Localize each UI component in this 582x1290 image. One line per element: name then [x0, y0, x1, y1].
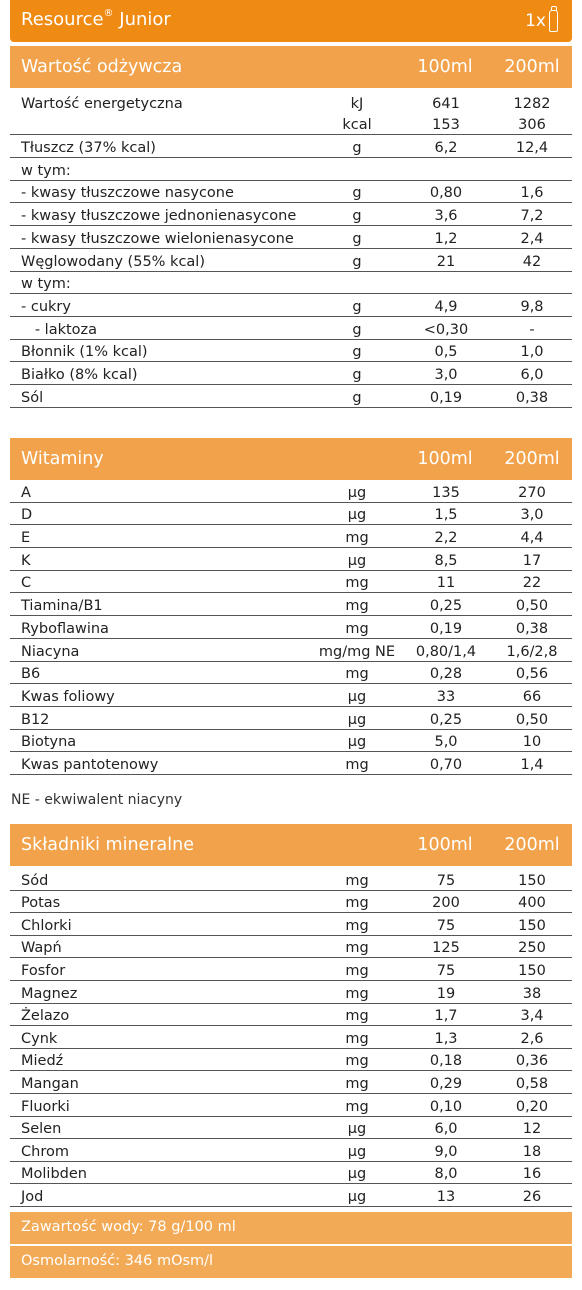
row-label: - kwasy tłuszczowe wielonienasycone: [21, 230, 294, 247]
value-200ml: 7,2: [520, 208, 544, 225]
value-100ml: 153: [432, 117, 460, 134]
table-row: [10, 639, 572, 662]
row-label: Białko (8% kcal): [21, 366, 138, 383]
table-row: [10, 1049, 572, 1072]
value-200ml: 66: [522, 688, 542, 705]
table-row: [10, 113, 572, 136]
row-unit: µg: [347, 734, 367, 751]
row-label: Potas: [21, 895, 61, 912]
value-100ml: 0,28: [429, 666, 463, 683]
nutrition-facts-sheet: [10, 0, 572, 1290]
table-row: [10, 593, 572, 616]
row-label: Cynk: [21, 1030, 58, 1047]
row-label: w tym:: [21, 276, 71, 293]
row-label: B6: [21, 666, 41, 683]
value-100ml: 3,0: [434, 366, 458, 383]
value-100ml: 11: [436, 575, 456, 592]
table-row: [10, 158, 572, 181]
table-row: [10, 752, 572, 775]
value-200ml: 400: [518, 895, 546, 912]
table-row: [10, 480, 572, 503]
value-100ml: 1,2: [434, 230, 458, 247]
table-row: [10, 317, 572, 340]
row-label: B12: [21, 711, 50, 728]
value-100ml: 1,7: [434, 1008, 458, 1025]
row-label: K: [21, 552, 31, 569]
table-row: [10, 730, 572, 753]
value-200ml: 1,0: [520, 344, 544, 361]
value-100ml: 4,9: [434, 298, 458, 315]
value-200ml: 150: [518, 872, 546, 889]
row-unit: µg: [347, 1121, 367, 1138]
row-label: - kwasy tłuszczowe nasycone: [21, 185, 234, 202]
row-unit: g: [352, 253, 362, 270]
value-100ml: 75: [436, 962, 456, 979]
column-header-200ml: 200ml: [504, 449, 560, 469]
table-row: [10, 662, 572, 685]
minerals-table: [10, 868, 572, 1207]
table-row: [10, 90, 572, 113]
table-row: [10, 1026, 572, 1049]
table-row: [10, 616, 572, 639]
value-200ml: 3,4: [520, 1008, 544, 1025]
product-subname: Junior: [119, 9, 171, 30]
row-unit: g: [352, 140, 362, 157]
column-header-100ml: 100ml: [417, 449, 473, 469]
value-200ml: 42: [522, 253, 542, 270]
value-200ml: 250: [518, 940, 546, 957]
column-header-200ml: 200ml: [504, 57, 560, 77]
row-unit: µg: [347, 1188, 367, 1205]
value-200ml: 0,50: [515, 711, 549, 728]
vitamins-section-header: [10, 438, 572, 480]
value-200ml: 0,56: [515, 666, 549, 683]
row-label: Magnez: [21, 985, 78, 1002]
value-200ml: 12,4: [515, 140, 549, 157]
nutrition-table: [10, 90, 572, 408]
value-200ml: 270: [518, 484, 546, 501]
value-200ml: 9,8: [520, 298, 544, 315]
value-100ml: 0,80: [429, 185, 463, 202]
value-200ml: -: [529, 321, 535, 338]
value-100ml: 135: [432, 484, 460, 501]
table-row: [10, 571, 572, 594]
value-100ml: 0,19: [429, 620, 463, 637]
row-unit: mg: [345, 895, 369, 912]
value-200ml: 1,6: [520, 185, 544, 202]
water-content: Zawartość wody: 78 g/100 ml: [21, 1219, 236, 1235]
row-unit: mg: [345, 1098, 369, 1115]
row-unit: g: [352, 321, 362, 338]
value-200ml: 2,6: [520, 1030, 544, 1047]
bottle-icon: [549, 10, 558, 32]
section-title: Witaminy: [21, 449, 104, 469]
table-row: [10, 1071, 572, 1094]
row-label: Wartość energetyczna: [21, 95, 183, 112]
osmolarity: Osmolarność: 346 mOsm/l: [21, 1253, 214, 1269]
value-100ml: 13: [436, 1188, 456, 1205]
table-row: [10, 294, 572, 317]
row-label: D: [21, 507, 33, 524]
value-100ml: 5,0: [434, 734, 458, 751]
value-100ml: 0,18: [429, 1053, 463, 1070]
table-row: [10, 913, 572, 936]
product-name: Resource: [21, 9, 104, 30]
table-row: [10, 385, 572, 408]
value-200ml: 0,20: [515, 1098, 549, 1115]
value-200ml: 306: [518, 117, 546, 134]
quantity-label: 1x: [525, 11, 546, 31]
row-label: Chlorki: [21, 917, 72, 934]
row-label: Węglowodany (55% kcal): [21, 253, 205, 270]
value-100ml: 6,0: [434, 1121, 458, 1138]
value-100ml: 75: [436, 917, 456, 934]
row-unit: kcal: [342, 117, 372, 134]
value-100ml: 1,3: [434, 1030, 458, 1047]
row-label: - cukry: [21, 298, 71, 315]
table-row: [10, 1094, 572, 1117]
table-row: [10, 707, 572, 730]
value-100ml: 0,70: [429, 756, 463, 773]
product-header: [10, 0, 572, 42]
row-unit: µg: [347, 688, 367, 705]
value-100ml: 0,80/1,4: [415, 643, 477, 660]
value-200ml: 6,0: [520, 366, 544, 383]
row-unit: kJ: [350, 95, 364, 112]
row-label: - laktoza: [21, 321, 98, 338]
table-row: [10, 868, 572, 891]
section-title: Wartość odżywcza: [21, 57, 183, 77]
row-label: Niacyna: [21, 643, 80, 660]
table-row: [10, 1162, 572, 1185]
value-100ml: 2,2: [434, 530, 458, 547]
water-content-bar: [10, 1212, 572, 1244]
row-unit: mg: [345, 756, 369, 773]
row-unit: mg: [345, 575, 369, 592]
table-row: [10, 548, 572, 571]
row-label: Jod: [21, 1188, 44, 1205]
value-200ml: 18: [522, 1143, 542, 1160]
row-label: w tym:: [21, 162, 71, 179]
row-unit: mg: [345, 1030, 369, 1047]
value-200ml: 0,38: [515, 620, 549, 637]
registered-mark: ®: [103, 8, 114, 19]
row-unit: mg: [345, 940, 369, 957]
row-unit: g: [352, 185, 362, 202]
row-unit: mg: [345, 620, 369, 637]
value-100ml: 0,25: [429, 598, 463, 615]
value-200ml: 3,0: [520, 507, 544, 524]
column-header-200ml: 200ml: [504, 835, 560, 855]
value-100ml: 6,2: [434, 140, 458, 157]
row-unit: g: [352, 208, 362, 225]
value-200ml: 10: [522, 734, 542, 751]
table-row: [10, 981, 572, 1004]
table-row: [10, 891, 572, 914]
row-label: Błonnik (1% kcal): [21, 344, 148, 361]
value-200ml: 4,4: [520, 530, 544, 547]
table-row: [10, 936, 572, 959]
row-unit: g: [352, 389, 362, 406]
value-100ml: 3,6: [434, 208, 458, 225]
row-label: - kwasy tłuszczowe jednonienasycone: [21, 208, 297, 225]
row-label: Kwas pantotenowy: [21, 756, 159, 773]
value-100ml: 0,10: [429, 1098, 463, 1115]
value-100ml: 0,25: [429, 711, 463, 728]
table-row: [10, 340, 572, 363]
row-unit: µg: [347, 484, 367, 501]
nutrition-section-header: [10, 46, 572, 88]
table-row: [10, 525, 572, 548]
row-unit: g: [352, 366, 362, 383]
value-100ml: <0,30: [423, 321, 469, 338]
row-label: Selen: [21, 1121, 62, 1138]
value-200ml: 1,6/2,8: [506, 643, 558, 660]
row-label: Żelazo: [21, 1008, 70, 1025]
row-label: Molibden: [21, 1166, 87, 1183]
value-100ml: 9,0: [434, 1143, 458, 1160]
row-label: Biotyna: [21, 734, 77, 751]
value-200ml: 1,4: [520, 756, 544, 773]
value-200ml: 16: [522, 1166, 542, 1183]
value-100ml: 8,0: [434, 1166, 458, 1183]
table-row: [10, 1117, 572, 1140]
table-row: [10, 181, 572, 204]
vitamins-table: [10, 480, 572, 775]
value-200ml: 150: [518, 917, 546, 934]
table-row: [10, 272, 572, 295]
row-unit: mg: [345, 985, 369, 1002]
minerals-section-header: [10, 824, 572, 866]
value-200ml: 1282: [513, 95, 551, 112]
row-unit: mg: [345, 666, 369, 683]
row-label: Ryboflawina: [21, 620, 109, 637]
column-header-100ml: 100ml: [417, 835, 473, 855]
value-100ml: 0,19: [429, 389, 463, 406]
section-title: Składniki mineralne: [21, 835, 194, 855]
row-unit: mg: [345, 1075, 369, 1092]
value-100ml: 200: [432, 895, 460, 912]
package-quantity: [525, 10, 558, 32]
value-100ml: 21: [436, 253, 456, 270]
row-unit: g: [352, 344, 362, 361]
row-label: Wapń: [21, 940, 62, 957]
row-label: C: [21, 575, 32, 592]
row-label: Mangan: [21, 1075, 79, 1092]
value-200ml: 0,36: [515, 1053, 549, 1070]
row-unit: mg: [345, 872, 369, 889]
value-100ml: 1,5: [434, 507, 458, 524]
table-row: [10, 503, 572, 526]
row-unit: g: [352, 230, 362, 247]
row-label: Miedź: [21, 1053, 64, 1070]
value-100ml: 641: [432, 95, 460, 112]
value-100ml: 75: [436, 872, 456, 889]
value-200ml: 17: [522, 552, 542, 569]
row-unit: mg: [345, 917, 369, 934]
row-label: Fosfor: [21, 962, 66, 979]
value-100ml: 125: [432, 940, 460, 957]
value-100ml: 0,29: [429, 1075, 463, 1092]
table-row: [10, 1139, 572, 1162]
row-unit: µg: [347, 1143, 367, 1160]
row-label: Sód: [21, 872, 49, 889]
row-unit: mg: [345, 598, 369, 615]
row-label: Sól: [21, 389, 44, 406]
value-100ml: 0,5: [434, 344, 458, 361]
value-100ml: 8,5: [434, 552, 458, 569]
table-row: [10, 362, 572, 385]
row-unit: µg: [347, 507, 367, 524]
table-row: [10, 684, 572, 707]
row-unit: µg: [347, 552, 367, 569]
table-row: [10, 226, 572, 249]
value-200ml: 2,4: [520, 230, 544, 247]
row-unit: g: [352, 298, 362, 315]
value-100ml: 33: [436, 688, 456, 705]
row-unit: mg/mg NE: [318, 643, 396, 660]
table-row: [10, 135, 572, 158]
row-unit: mg: [345, 1053, 369, 1070]
row-label: Tłuszcz (37% kcal): [21, 140, 156, 157]
value-200ml: 150: [518, 962, 546, 979]
row-label: E: [21, 530, 31, 547]
value-200ml: 0,58: [515, 1075, 549, 1092]
row-unit: µg: [347, 711, 367, 728]
table-row: [10, 249, 572, 272]
value-200ml: 0,38: [515, 389, 549, 406]
value-200ml: 38: [522, 985, 542, 1002]
row-label: Fluorki: [21, 1098, 70, 1115]
value-200ml: 26: [522, 1188, 542, 1205]
value-200ml: 12: [522, 1121, 542, 1138]
table-row: [10, 1004, 572, 1027]
row-label: Kwas foliowy: [21, 688, 115, 705]
row-unit: mg: [345, 1008, 369, 1025]
row-label: Chrom: [21, 1143, 69, 1160]
table-row: [10, 1184, 572, 1207]
footnote: NE - ekwiwalent niacyny: [11, 792, 183, 808]
row-unit: mg: [345, 530, 369, 547]
row-unit: mg: [345, 962, 369, 979]
column-header-100ml: 100ml: [417, 57, 473, 77]
table-row: [10, 958, 572, 981]
row-unit: µg: [347, 1166, 367, 1183]
osmolarity-bar: [10, 1246, 572, 1278]
value-200ml: 22: [522, 575, 542, 592]
row-label: Tiamina/B1: [21, 598, 103, 615]
value-100ml: 19: [436, 985, 456, 1002]
product-title: [21, 9, 171, 30]
row-label: A: [21, 484, 31, 501]
value-200ml: 0,50: [515, 598, 549, 615]
table-row: [10, 203, 572, 226]
